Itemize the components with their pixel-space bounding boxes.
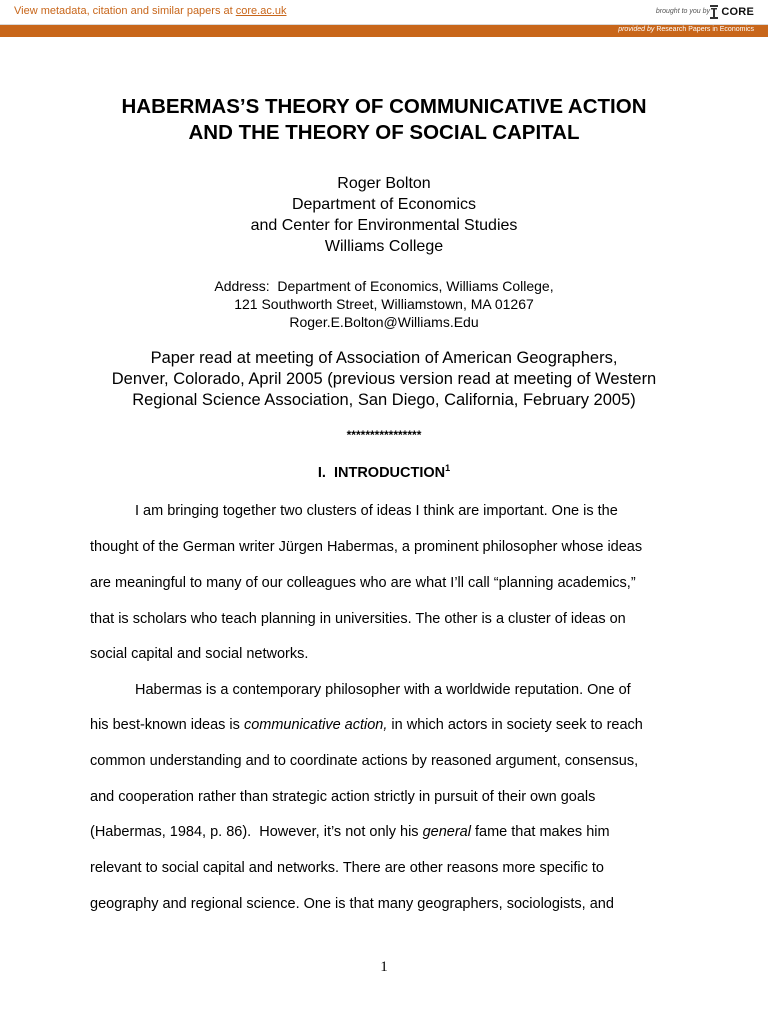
paper-read-line-1: Paper read at meeting of Association of American Geographers, [150,349,618,367]
provided-source[interactable]: Research Papers in Economics [656,26,754,33]
paper-title [0,94,768,146]
core-logo-icon [709,4,719,20]
body-text: fame that makes him [470,824,610,840]
paper-read-line-3: Regional Science Association, San Diego, California, February 2005) [132,391,636,409]
body-line: geography and regional science. One is that many geographers, sociologists, and [90,896,614,912]
body-text: his best-known ideas is [90,717,244,733]
core-label: CORE [721,6,754,18]
author-name: Roger Bolton [337,175,431,192]
body-line: I am bringing together two clusters of ideas I think are important. One is the [135,503,618,519]
core-logo[interactable] [709,2,754,22]
body-text: (Habermas, 1984, p. 86). However, it’s not only his [90,824,423,840]
title-line-1: HABERMAS’S THEORY OF COMMUNICATIVE ACTION [121,95,647,118]
paper-read-line-2: Denver, Colorado, April 2005 (previous version read at meeting of Western [111,370,657,388]
page-number: 1 [380,959,388,975]
core-orange-bar [0,25,768,37]
body-line: and cooperation rather than strategic action strictly in pursuit of their own goals [90,789,596,805]
body-line: relevant to social capital and networks. There are other reasons more specific to [90,860,604,876]
body-line [90,717,643,733]
body-line [90,824,610,840]
body-line: that is scholars who teach planning in universities. The other is a cluster of ideas on [90,611,626,627]
core-banner [0,0,768,25]
metadata-notice [14,5,287,17]
body-line: Habermas is a contemporary philosopher with a worldwide reputation. One of [135,682,631,698]
author-college: Williams College [324,238,444,255]
address-block [0,277,768,331]
provided-prefix: provided by [618,26,655,33]
section-heading [0,465,768,481]
provided-by-text [618,26,754,33]
address-line-1: Address: Department of Economics, Williams College, [214,278,554,294]
metadata-prefix: View metadata, citation and similar papers at [14,5,236,17]
title-line-2: AND THE THEORY OF SOCIAL CAPITAL [188,121,580,144]
body-text: in which actors in society seek to reach [387,717,643,733]
author-email: Roger.E.Bolton@Williams.Edu [289,314,479,330]
emphasis-text: communicative action, [243,717,388,733]
footnote-mark[interactable]: 1 [445,463,451,474]
address-line-2: 121 Southworth Street, Williamstown, MA 01267 [234,296,534,312]
emphasis-text: general [422,824,471,840]
author-department: Department of Economics [291,196,477,213]
core-link[interactable]: core.ac.uk [235,5,287,17]
author-center: and Center for Environmental Studies [250,217,518,234]
brought-to-you-text: brought to you by [655,8,710,15]
paper-read-note [0,348,768,411]
body-line: thought of the German writer Jürgen Habermas, a prominent philosopher whose ideas [90,539,643,555]
body-line: are meaningful to many of our colleagues who are what I’ll call “planning academics,” [90,575,636,591]
body-line: common understanding and to coordinate actions by reasoned argument, consensus, [90,753,639,769]
author-block [0,173,768,257]
section-heading-text: I. INTRODUCTION [317,465,446,481]
separator: **************** [346,428,422,442]
body-line: social capital and social networks. [90,646,309,662]
